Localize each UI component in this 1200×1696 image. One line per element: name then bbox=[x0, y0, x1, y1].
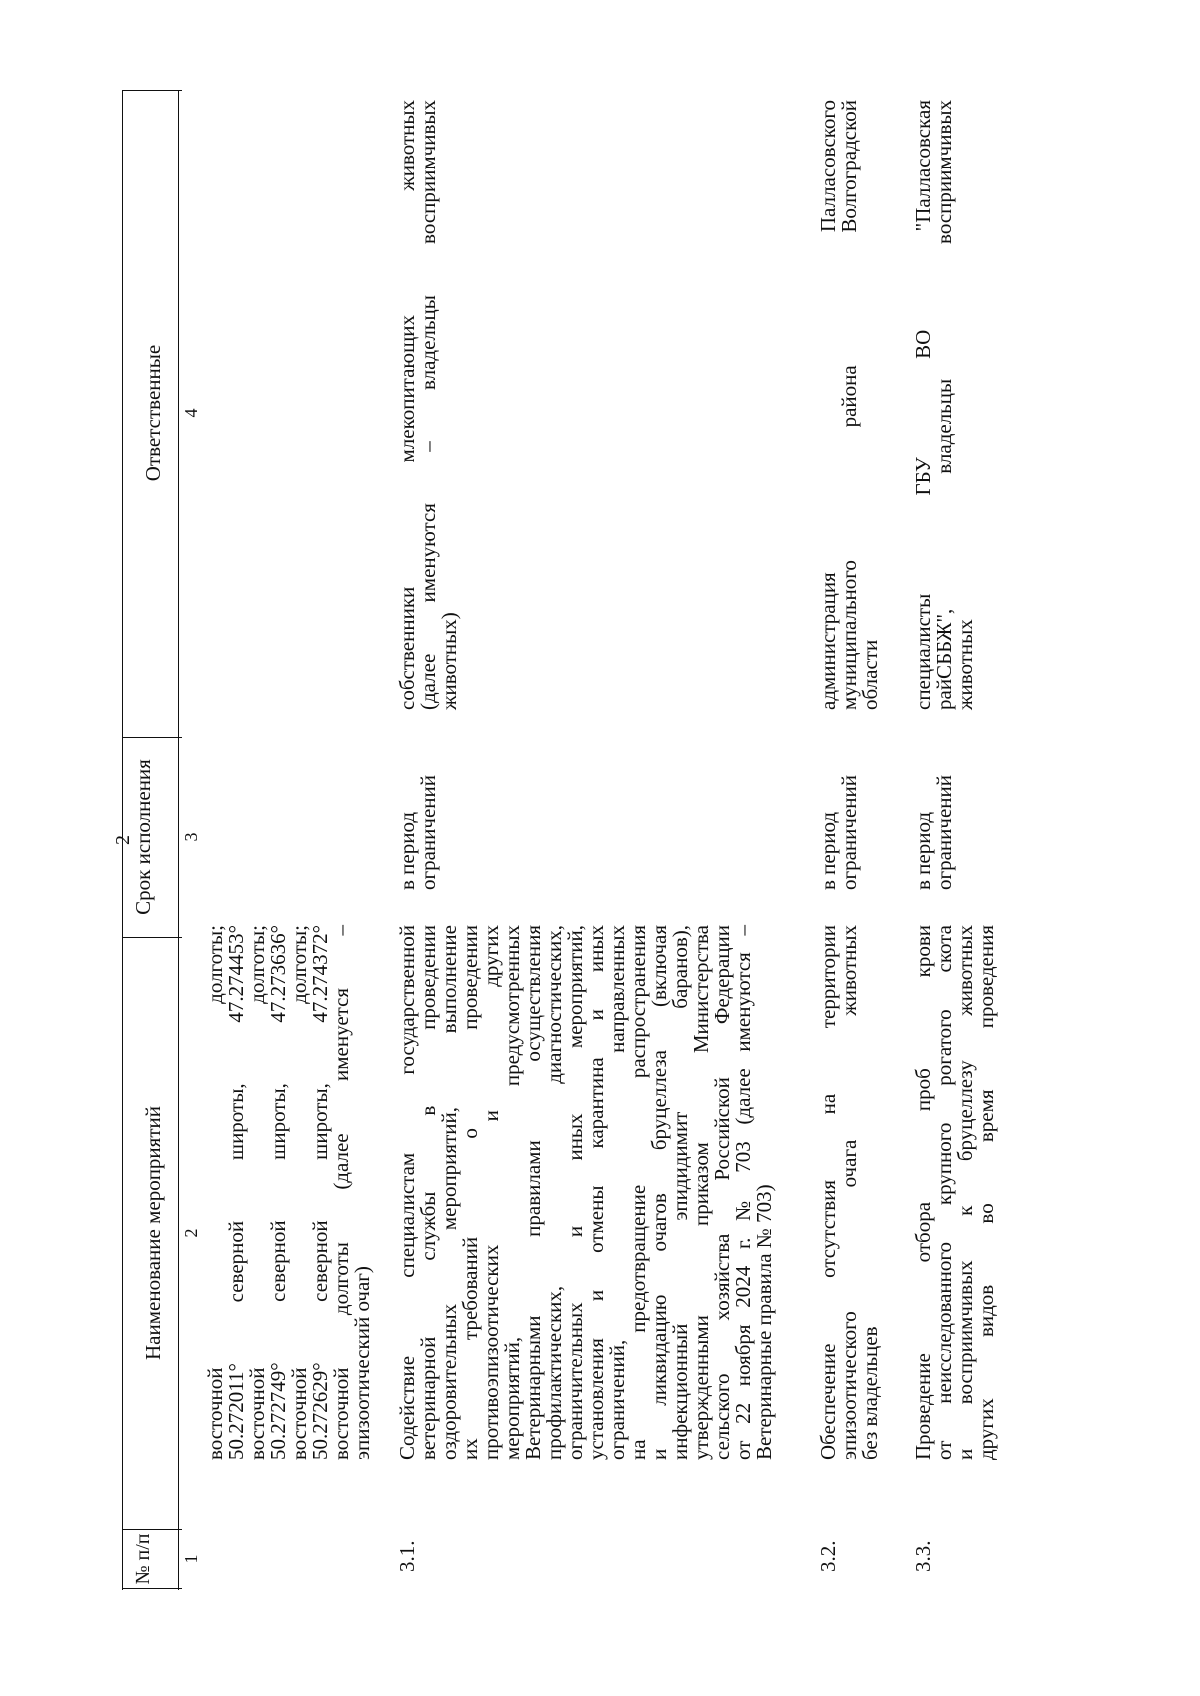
text-line: 50.272749° северной широты, 47.273636° bbox=[266, 925, 290, 1460]
text-line: утвержденными приказом Министерства bbox=[689, 925, 713, 1460]
text-line: и ликвидацию очагов бруцеллеза (включая bbox=[647, 925, 671, 1460]
text-line: восточной долготы; bbox=[245, 925, 269, 1460]
text-line: специалисты ГБУ ВО "Палласовская bbox=[911, 100, 935, 710]
text-line: райСББЖ", владельцы восприимчивых bbox=[932, 100, 956, 710]
text-line: Обеспечение отсутствия на территории bbox=[816, 925, 840, 1460]
header-num-3: 3 bbox=[181, 832, 201, 842]
row-number: 3.3. bbox=[911, 1540, 935, 1572]
text-line: животных) bbox=[437, 612, 461, 710]
text-line: восточной долготы (далее именуется – bbox=[329, 925, 353, 1460]
text-line: ограничительных и иных мероприятий, bbox=[563, 925, 587, 1460]
text-line: противоэпизоотических и других bbox=[479, 925, 503, 1460]
text-line: собственники млекопитающих животных bbox=[395, 100, 419, 710]
text-line: Содействие специалистам государственной bbox=[395, 925, 419, 1460]
text-line: ограничений, направленных bbox=[605, 925, 629, 1460]
text-line: Проведение отбора проб крови bbox=[911, 925, 935, 1460]
row-responsible bbox=[818, 100, 881, 710]
rotated-table-page bbox=[100, 90, 1140, 1590]
text-line: эпизоотического очага животных bbox=[837, 925, 861, 1460]
text-line: области bbox=[858, 639, 882, 710]
text-line: Ветеринарными правилами осуществления bbox=[521, 925, 545, 1460]
text-line: мероприятий, предусмотренных bbox=[500, 925, 524, 1460]
text-line: в период bbox=[816, 811, 840, 890]
text-line: установления и отмены карантина и иных bbox=[584, 925, 608, 1460]
row-term bbox=[913, 740, 955, 890]
text-line: их требований о проведении bbox=[458, 925, 482, 1460]
text-line: восточной долготы; bbox=[203, 925, 227, 1460]
text-line: ветеринарной службы в проведении bbox=[416, 925, 440, 1460]
row-responsible bbox=[397, 100, 460, 710]
text-line: эпизоотический очаг) bbox=[350, 1266, 374, 1460]
text-line: администрация Палласовского bbox=[816, 100, 840, 710]
text-line: 50.272629° северной широты, 47.274372° bbox=[308, 925, 332, 1460]
text-line: профилактических, диагностических, bbox=[542, 925, 566, 1460]
text-line: животных bbox=[953, 619, 977, 710]
text-line: и восприимчивых к бруцеллезу животных bbox=[953, 925, 977, 1460]
header-number-separator bbox=[178, 90, 179, 1590]
text-line: ограничений bbox=[416, 774, 440, 890]
table-top-border bbox=[122, 90, 123, 1590]
text-line: муниципального района Волгоградской bbox=[837, 100, 861, 710]
text-line: от неисследованного крупного рогатого скота bbox=[932, 925, 956, 1460]
header-col-term: Срок исполнения bbox=[131, 759, 155, 915]
row-activity bbox=[397, 925, 775, 1460]
row-number: 3.1. bbox=[395, 1540, 419, 1572]
text-line: (далее именуются – владельцы восприимчивых bbox=[416, 100, 440, 710]
text-line: инфекционный эпидидимит баранов), bbox=[668, 925, 692, 1460]
table-left-border bbox=[122, 1588, 182, 1589]
row-number: 3.2. bbox=[816, 1540, 840, 1572]
row-responsible bbox=[913, 100, 976, 710]
text-line: 50.272011° северной широты, 47.274453° bbox=[224, 925, 248, 1460]
text-line: сельского хозяйства Российской Федерации bbox=[710, 925, 734, 1460]
text-line: оздоровительных мероприятий, выполнение bbox=[437, 925, 461, 1460]
text-line: ограничений bbox=[932, 774, 956, 890]
text-line: без владельцев bbox=[858, 1326, 882, 1460]
header-num-2: 2 bbox=[181, 1228, 201, 1238]
text-line: на предотвращение распространения bbox=[626, 925, 650, 1460]
row-activity bbox=[818, 925, 881, 1460]
row-activity bbox=[913, 925, 997, 1460]
row-term bbox=[818, 740, 860, 890]
header-num-1: 1 bbox=[181, 1554, 201, 1564]
text-line: ограничений bbox=[837, 774, 861, 890]
row-term bbox=[397, 740, 439, 890]
text-line: восточной долготы; bbox=[287, 925, 311, 1460]
header-col-number: № п/п bbox=[132, 1533, 154, 1585]
text-line: Ветеринарные правила № 703) bbox=[752, 1184, 776, 1460]
header-col-activity: Наименование мероприятий bbox=[141, 1106, 165, 1360]
text-line: других видов во время проведения bbox=[974, 925, 998, 1460]
header-col-responsible: Ответственные bbox=[141, 344, 165, 482]
page-number: 2 bbox=[112, 835, 134, 845]
continuation-text bbox=[205, 925, 373, 1460]
text-line: в период bbox=[395, 811, 419, 890]
text-line: от 22 ноября 2024 г. № 703 (далее именуются – bbox=[731, 925, 755, 1460]
header-num-4: 4 bbox=[181, 408, 201, 418]
text-line: в период bbox=[911, 811, 935, 890]
